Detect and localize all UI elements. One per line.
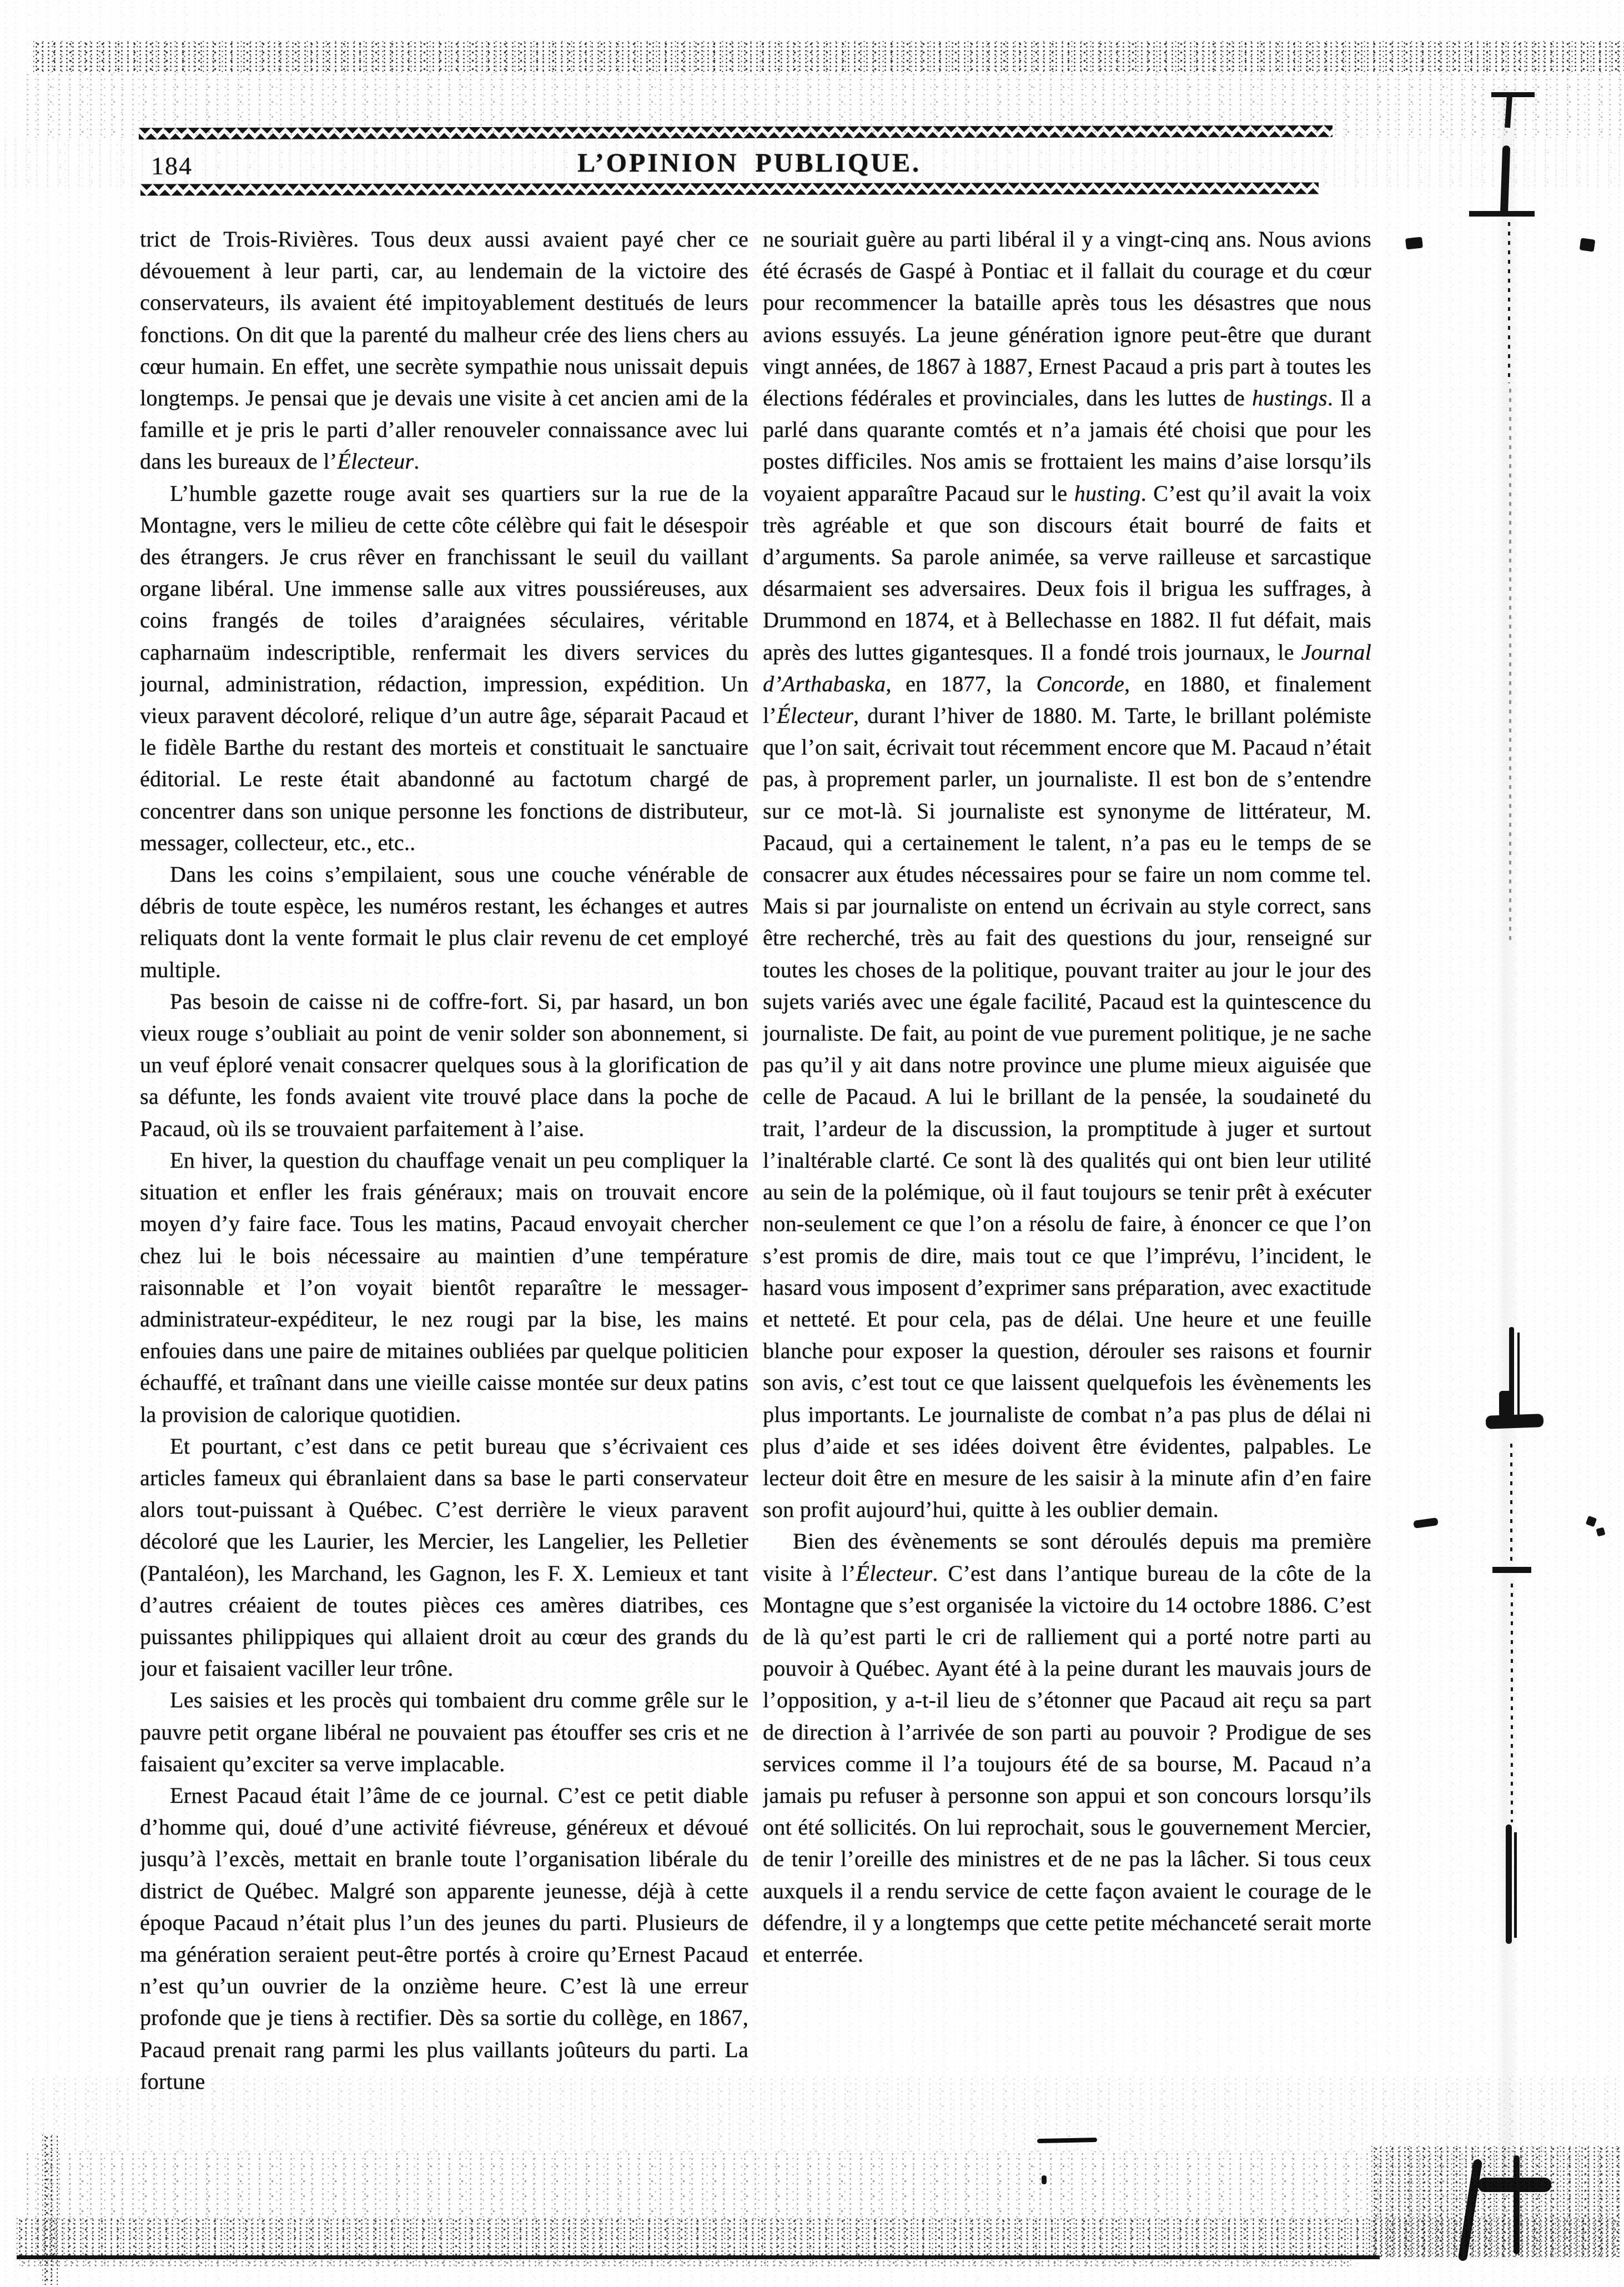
italic-text: husting — [1074, 480, 1141, 506]
paragraph — [140, 986, 748, 1144]
body-text: , durant l’hiver de 1880. M. Tarte, le brillant polémiste que l’on sait, écrivait tout récemment encore que M. Pacaud n’était pas, à proprement parler, un journaliste. Il est bon de s’entendre sur ce mot-là. Si journaliste est synonyme de littérateur, M. Pacaud, qui a certainement le talent, n’a pas eu le temps de se consacrer aux études nécessaires pour se faire un nom comme tel. Mais si par journaliste on entend un écrivain au style correct, sans être recherché, très au fait des questions du jour, renseigné sur toutes les choses de la politique, pouvant traiter au jour le jour des sujets variés avec une égale facilité, Pacaud est la quintescence du journaliste. De fait, au point de vue purement politique, je ne sache pas qu’il y ait dans notre province une plume mieux aiguisée que celle de Pacaud. A lui le brillant de la pensée, la soudaineté du trait, l’ardeur de la discussion, la promptitude à juger et surtout l’inaltérable clarté. Ce sont là des qualités qui ont bien leur utilité au sein de la polémique, où il faut toujours se tenir prêt à exécuter non-seulement ce que l’on a résolu de faire, à énoncer ce que l’on s’est promis de dire, mais tout ce que l’imprévu, l’incident, le hasard vous imposent d’exprimer sans préparation, avec exactitude et netteté. Et pour cela, pas de délai. Une heure et une feuille blanche pour exposer la question, dérouler ses raisons et fournir son avis, c’est tout ce que laissent quelquefois les évènements les plus importants. Le journaliste de combat n’a pas plus de délai ni plus d’aide et ses idées doivent être évidentes, palpables. Le lecteur doit être en mesure de les saisir à la minute afin d’en faire son profit aujourd’hui, quitte à les oublier demain. — [763, 703, 1371, 1522]
paragraph — [763, 223, 1371, 1525]
paragraph — [140, 223, 748, 477]
scan-artifact — [1586, 1516, 1597, 1527]
scan-artifact — [1469, 211, 1535, 217]
scan-artifact — [1492, 1567, 1531, 1573]
scan-artifact — [1509, 389, 1511, 944]
body-text: . C’est qu’il avait la voix très agréable et que son discours était bourré de faits et d’arguments. Sa parole animée, sa verve railleuse et sarcastique désarmaient ses adversaires. Deux fois il brigua les suffrages, à Drummond en 1874, et à Bellechasse en 1882. Il fut défait, mais après des luttes gigantesques. Il a fondé trois journaux, le — [763, 480, 1371, 665]
scan-edge-line — [17, 2255, 1380, 2259]
italic-text: hustings — [1251, 385, 1328, 411]
scan-artifact — [1413, 1517, 1439, 1529]
scan-artifact — [1405, 237, 1423, 249]
paragraph — [140, 858, 748, 986]
scan-artifact — [1042, 2175, 1047, 2184]
body-text: Pas besoin de caisse ni de coffre-fort. Si, par hasard, un bon vieux rouge s’oubliait au point de venir solder son abonnement, si un veuf éploré venait consacrer quelques sous à la glorification de sa défunte, les fonds avaient vite trouvé place dans la poche de Pacaud, où ils se trouvaient parfaitement à l’aise. — [140, 988, 748, 1141]
italic-text: Électeur — [337, 449, 414, 474]
scan-artifact — [1514, 1832, 1517, 1938]
body-text: . C’est dans l’antique bureau de la côte de la Montagne que s’est organisée la victoire du 14 octobre 1886. C’est de là qu’est parti le cri de ralliement qui a porté notre parti au pouvoir à Québec. Ayant été à la peine durant les mauvais jours de l’opposition, y a-t-il lieu de s’étonner que Pacaud ait reçu sa part de direction à l’arrivée de son parti au pouvoir ? Prodigue de ses services comme il l’a toujours été de sa bourse, M. Pacaud n’a jamais pu refuser à personne son appui et son concours lorsqu’ils ont été sollicités. On lui reprochait, sous le gouvernement Mercier, de tenir l’oreille des ministres et de ne pas la lâcher. Si tous ceux auxquels il a rendu service de cette façon avaient le courage de le défendre, il y a longtemps que cette petite méchanceté serait morte et enterrée. — [763, 1560, 1371, 1967]
body-text: Bien des évènements se sont déroulés depuis ma première visite à l’ — [763, 1529, 1371, 1586]
scan-artifact — [1499, 1391, 1514, 1418]
column-left — [140, 223, 748, 2222]
scan-artifact — [1491, 92, 1535, 97]
scan-artifact — [1517, 1333, 1520, 1421]
body-text: Et pourtant, c’est dans ce petit bureau que s’écrivaient ces articles fameux qui ébranlaient dans sa base le parti conservateur alors tout-puissant à Québec. C’est derrière le vieux paravent décoloré que les Laurier, les Mercier, les Langelier, les Pelletier (Pantaléon), les Marchand, les Gagnon, les F. X. Lemieux et tant d’autres créaient de toutes pièces ces amères diatribes, ces puissantes philippiques qui allaient droit au cœur des grands du jour et faisaient vaciller leur trône. — [140, 1433, 748, 1681]
paragraph — [140, 1780, 748, 2097]
scan-artifact — [1508, 222, 1510, 383]
scan-artifact — [1510, 1444, 1512, 1563]
scan-artifact — [1458, 2159, 1483, 2261]
italic-text: Concorde — [1036, 671, 1124, 696]
scan-artifact — [1580, 238, 1596, 252]
header-rule-bottom — [140, 183, 1319, 196]
body-text: . Il a parlé dans quarante comtés et n’a jamais été choisi que pour les postes difficiles. Nos amis se frottaient les mains d’aise lorsqu’ils voyaient apparaître Pacaud sur le — [763, 385, 1371, 506]
italic-text: Journal d’Arthabaska — [763, 639, 1371, 696]
body-text: , en 1877, la — [886, 671, 1037, 696]
italic-text: Électeur — [856, 1560, 933, 1586]
section-end-rule — [1037, 2138, 1097, 2143]
body-text: , en 1880, et finalement l’ — [763, 671, 1371, 728]
body-text: trict de Trois-Rivières. Tous deux aussi avaient payé cher ce dévouement à leur parti, car, au lendemain de la victoire des conservateurs, ils avaient été impitoyablement destitués de leurs fonctions. On dit que la parenté du malheur crée des liens chers au cœur humain. En effet, une secrète sympathie nous unissait depuis longtemps. Je pensai que je devais une visite à cet ancien ami de la famille et je pris le parti d’aller renouveler connaissance avec lui dans les bureaux de l’ — [140, 227, 748, 474]
paragraph — [140, 1144, 748, 1430]
body-text: L’humble gazette rouge avait ses quartiers sur la rue de la Montagne, vers le milieu de cette côte célèbre qui fait le désespoir des étrangers. Je crus rêver en franchissant le seuil du vaillant organe libéral. Une immense salle aux vitres poussiéreuses, aux coins frangés de toiles d’araignées séculaires, véritable capharnaüm indescriptible, renfermait les divers services du journal, administration, rédaction, impression, expédition. Un vieux paravent décoloré, relique d’un autre âge, séparait Pacaud et le fidèle Barthe du restant des morteis et constituait le sanctuaire éditorial. Le reste était abandonné au factotum chargé de concentrer dans son unique personne les fonctions de distributeur, messager, collecteur, etc., etc.. — [140, 480, 748, 855]
scan-noise-band — [19, 2260, 1352, 2269]
newspaper-title: L’OPINION PUBLIQUE. — [577, 148, 921, 178]
body-text: . — [414, 449, 420, 474]
paragraph — [140, 477, 748, 858]
italic-text: Électeur — [777, 703, 853, 728]
scan-noise-band — [33, 41, 1624, 73]
scan-artifact — [1596, 1527, 1605, 1536]
body-text: ne souriait guère au parti libéral il y a vingt-cinq ans. Nous avions été écrasés de Gaspé à Pontiac et il fallait du courage et du cœur pour recommencer la bataille après tous les désastres que nous avions essuyés. La jeune génération ignore peut-être que durant vingt années, de 1867 à 1887, Ernest Pacaud a pris part à toutes les élections fédérales et provinciales, dans les luttes de — [763, 227, 1371, 411]
body-text: Ernest Pacaud était l’âme de ce journal. C’est ce petit diable d’homme qui, doué d’une activité fiévreuse, généreux et dévoué jusqu’à l’excès, mettait en branle toute l’organisation libérale du district de Québec. Malgré son apparente jeunesse, déjà à cette époque Pacaud n’était plus l’un des jeunes du parti. Plusieurs de ma génération seraient peut-être portés à croire qu’Ernest Pacaud n’est qu’un ouvrier de la onzième heure. C’est là une erreur profonde que je tiens à rectifier. Dès sa sortie du collège, en 1867, Pacaud prenait rang parmi les plus vaillants joûteurs du parti. La fortune — [140, 1782, 748, 2094]
scan-noise-band — [17, 2218, 1616, 2258]
scan-artifact — [1478, 2178, 1551, 2192]
body-text: Les saisies et les procès qui tombaient dru comme grêle sur le pauvre petit organe libéral ne pouvaient pas étouffer ses cris et ne faisaient qu’exciter sa verve implacable. — [140, 1687, 748, 1776]
scan-artifact — [1514, 2155, 1520, 2254]
page-number: 184 — [151, 152, 193, 180]
paragraph — [140, 1430, 748, 1685]
paragraph — [763, 1525, 1371, 1970]
scan-artifact — [1486, 1414, 1544, 1429]
header-rule-top — [139, 125, 1333, 140]
scan-artifact — [1511, 1584, 1513, 1822]
scan-noise-band — [42, 2135, 58, 2285]
body-text: En hiver, la question du chauffage venait un peu compliquer la situation et enfler les frais généraux; mais on trouvait encore moyen d’y faire face. Tous les matins, Pacaud envoyait chercher chez lui le bois nécessaire au maintien d’une température raisonnable et l’on voyait bientôt reparaître le messager-administrateur-expéditeur, le nez rougi par la bise, les mains enfouies dans une paire de mitaines oubliées par quelque politicien échauffé, et traînant dans une vieille caisse montée sur deux patins la provision de calorique quotidien. — [140, 1147, 748, 1427]
scan-artifact — [1506, 1824, 1512, 1944]
paragraph — [140, 1684, 748, 1780]
body-text: Dans les coins s’empilaient, sous une couche vénérable de débris de toute espèce, les numéros restant, les échanges et autres reliquats dont la vente formait le plus clair revenu de cet employé multiple. — [140, 862, 748, 982]
column-right — [763, 223, 1371, 2117]
